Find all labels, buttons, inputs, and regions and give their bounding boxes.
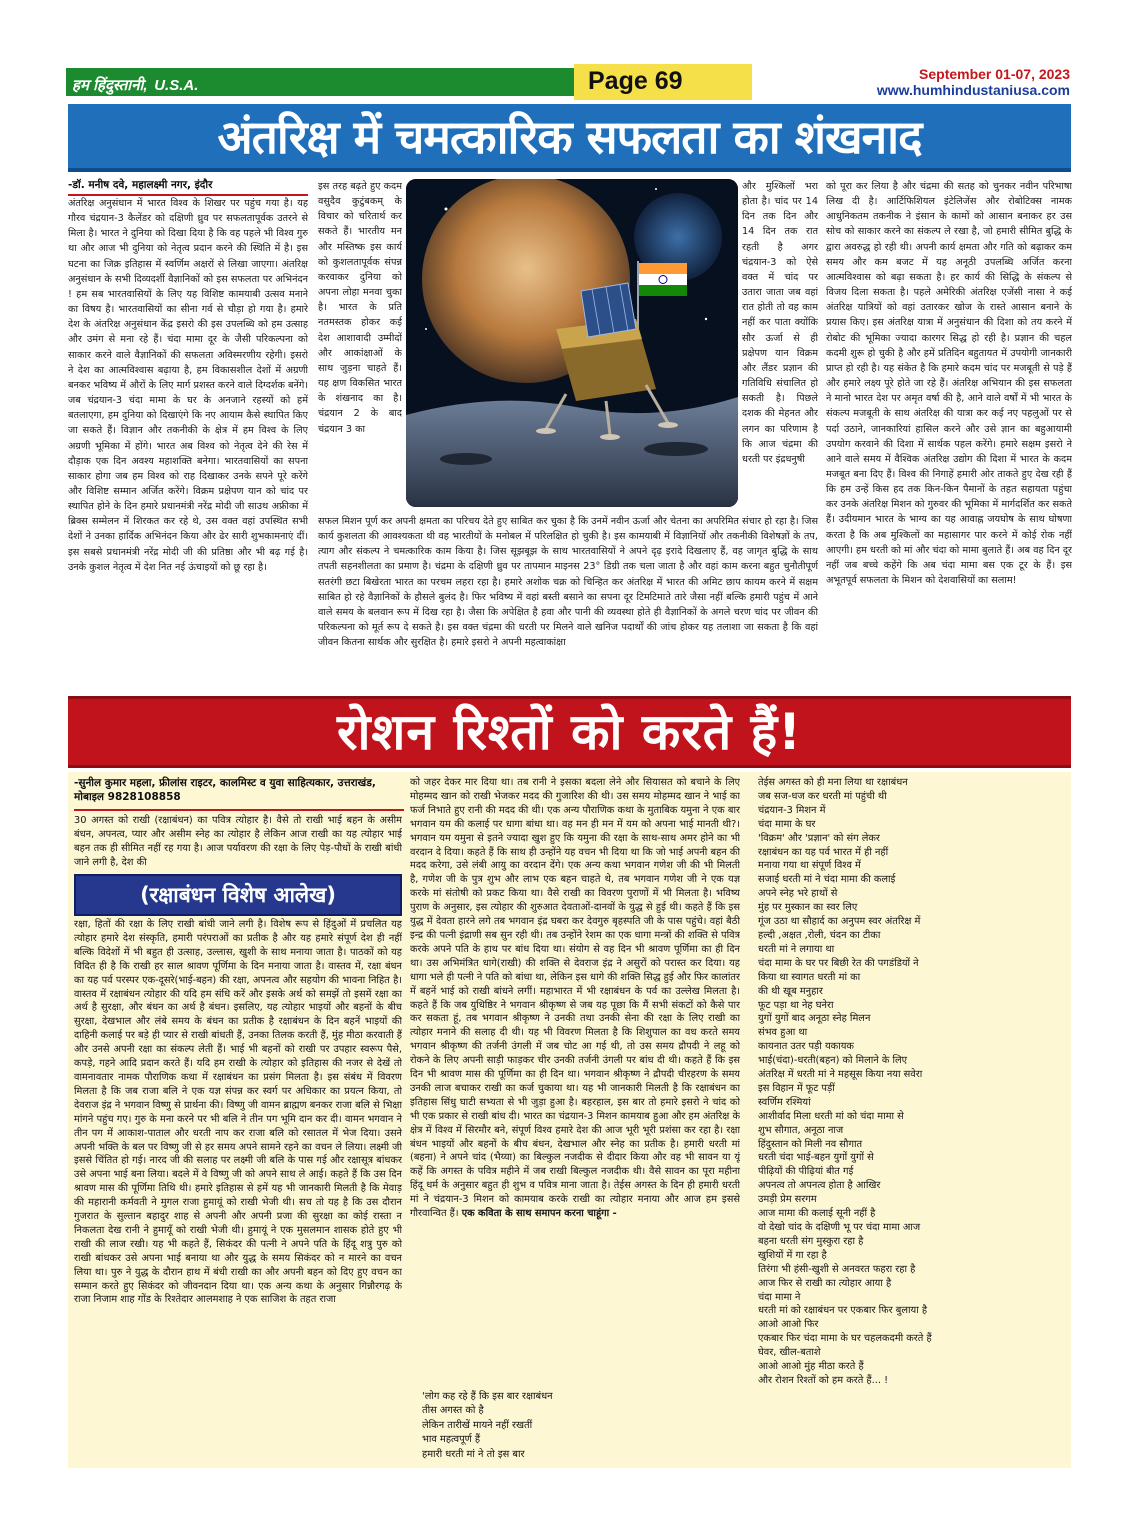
page-number-box — [574, 64, 752, 100]
poem-line: आओ आओ मुंह मीठा करते हैं — [758, 1361, 864, 1373]
poem-line: सजाई धरती मां ने चंदा मामा की कलाई — [758, 874, 896, 886]
article1-column-4: को पूरा कर लिया है और चंद्रमा की सतह को चुनकर नवीन परिभाषा लिख दी है। आर्टिफिशियल इंटेलिजेंस और रोबोटिक्स नामक आधुनिकतम तकनीक ने इंसान के कामों को आसान बनाकर हर उस सोच को साकार करने का संकल्प ले रखा है, जो हमारी सीमित बुद्धि के द्वारा अवरुद्ध हो रही थी। अपनी कार्य क्षमता और गति को बढ़ाकर कम समय और कम बजट में यह अनूठी उपलब्धि अर्जित करना आत्मविश्वास को बढ़ा सकता है। हर कार्य की सिद्धि के संकल्प से विजय दिला सकता है। पहले अमेरिकी अंतरिक्ष एजेंसी नासा ने कई अंतरिक्ष यात्रियों को वहां उतारकर खोज के रास्ते आसान बनाने के प्रयास किए। इस अंतरिक्ष यात्रा में अनुसंधान की दिशा को तय करने में रोबोट की भूमिका ज्यादा कारगर सिद्ध हो रही है। प्रज्ञान की चहल कदमी शुरू हो चुकी है और हमें प्रतिदिन बहुतायत में उपयोगी जानकारी प्राप्त हो रही है। यह संकेत है कि हमारे कदम चांद पर मजबूती से पड़े हैं और हमारे लक्ष्य पूरे होते जा रहे हैं। अंतरिक्ष अभियान की इस सफलता ने मानो भारत देश पर अमृत वर्षा की है, आने वाले वर्षों में भी भारत के संकल्प मजबूती के साथ अंतरिक्ष की यात्रा कर कई नए पहलुओं पर से पर्दा उठाने, जानकारियां हासिल करने और उसे ज्ञान का बहुआयामी उपयोग करवाने की दिशा में सार्थक पहल करेंगे। हमारे सक्षम इसरो ने आने वाले समय में वैश्विक अंतरिक्ष उद्योग की दिशा में भारत के कदम मजबूत बना दिए हैं। विश्व की निगाहें हमारी ओर ताकते हुए देख रही हैं कि हम उन्हें किस हद तक किन-किन पैमानों के तहत सहायता पहुंचा कर उनके अंतरिक्ष मिशन को गुरुवर की भूमिका में मार्गदर्शित कर सकते हैं। उदीयमान भारत के भाग्य का यह आवाह्न जयघोष के साथ घोषणा करता है कि अब मुश्किलों का महासागर पार करने में कोई रोक नहीं आएगी। हम धरती को मां और चंदा को मामा बुलाते हैं। अब वह दिन दूर नहीं जब बच्चे कहेंगे कि अब चंदा मामा बस एक टूर के हैं। इस अभूतपूर्व सफलता के मिशन को देशवासियों का सलाम! — [826, 181, 1072, 587]
poem-line: की थी खूब मनुहार — [758, 985, 823, 997]
logo-text: हम हिंदुस्तानी, — [72, 77, 148, 94]
poem-line: कायनात उतर पड़ी यकायक — [758, 1041, 854, 1053]
poem-line: जब सज-धज कर धरती मां पहुंची थी — [758, 790, 887, 802]
poem-line: धरती मां ने लगाया था — [758, 943, 835, 955]
poem-line: फूट पड़ा था नेह घनेरा — [758, 999, 834, 1011]
poem-line: रक्षाबंधन का यह पर्व भारत में ही नहीं — [758, 846, 889, 858]
poem-line: युगों युगों बाद अनूठा स्नेह मिलन — [758, 1013, 871, 1025]
poem-line: शुभ सौगात, अनूठा नाज — [758, 1124, 844, 1136]
page-number: Page 69 — [588, 67, 683, 95]
poem-line: एकबार फिर चंदा मामा के घर चहलकदमी करते हैं — [758, 1333, 932, 1345]
poem-line: खुशियों में गा रहा है — [758, 1249, 827, 1261]
article1-headline-banner — [68, 104, 1071, 172]
poem-line: संभव हुआ था — [758, 1027, 808, 1039]
poem-line: 'लोग कह रहे हैं कि इस बार रक्षाबंधन — [422, 1391, 553, 1402]
poem-line: वो देखो चांद के दक्षिणी भू पर चंदा मामा आज — [758, 1222, 921, 1233]
poem-line: बहना धरती संग मुस्कुरा रहा है — [758, 1235, 864, 1247]
poem-line: अपने स्नेह भरे हाथों से — [758, 888, 838, 900]
poem-line: भाव महत्वपूर्ण हैं — [422, 1434, 481, 1446]
poem-line: चंदा मामा ने — [758, 1291, 801, 1303]
byline-divider — [74, 809, 404, 811]
poem-line: मनाया गया था संपूर्ण विश्व में — [758, 860, 861, 872]
article1-headline: अंतरिक्ष में चमत्कारिक सफलता का शंखनाद — [217, 110, 922, 164]
article2-headline-banner — [68, 696, 1071, 768]
poem-part-2 — [758, 776, 1066, 1466]
poem-line: इस विहान में फूट पड़ीं — [758, 1082, 835, 1094]
article1-column-3: और मुश्किलों भरा होता है। चांद पर 14 दिन तक दिन और 14 दिन तक रात रहती है अगर चंद्रयान-3 को ऐसे वक्त में चांद पर उतारा जाता जब वहां रात होती तो वह काम नहीं कर पाता क्योंकि सौर ऊर्जा से ही प्रक्षेपण यान विक्रम और लैंडर प्रज्ञान की गतिविधि संचालित हो सकती है। पिछले दशक की मेहनत और लगन का परिणाम है कि आज चंद्रमा की धरती पर इंद्रधनुषी — [742, 181, 818, 465]
poem-line: आशीर्वाद मिला धरती मां को चंदा मामा से — [758, 1110, 904, 1122]
logo-suffix: U.S.A. — [154, 77, 199, 94]
poem-line: आओ आओ फिर — [758, 1319, 819, 1331]
lander-illustration — [406, 179, 738, 507]
article1-byline: -डॉ. मनीष दवे, महालक्ष्मी नगर, इंदौर — [68, 178, 308, 196]
poem-line: 'विक्रम' और 'प्रज्ञान' को संग लेकर — [758, 832, 880, 844]
article1-middle-text: सफल मिशन पूर्ण कर अपनी क्षमता का परिचय देते हुए साबित कर चुका है कि उनमें नवीन ऊर्जा और चेतना का अपरिमित संचार हो रहा है। जिस कार्य कुशलता की आवश्यकता थी वह भारतीयों के मनोबल में परिलक्षित हो चुकी है। इस कामयाबी में विज्ञानियों और तकनीकी विशेषज्ञों के तप, त्याग और संकल्प ने चमत्कारिक काम किया है। जिस सूझबूझ के साथ भारतवासियों ने अपने दृढ़ इरादे दिखलाए हैं, वह जागृत बुद्धि के साथ तपती सहनशीलता का प्रमाण है। चंद्रमा के दक्षिणी ध्रुव पर तापमान माइनस 23° डिग्री तक चला जाता है और वहां काम करना बहुत चुनौतीपूर्ण सतरंगी छटा बिखेरता भारत का परचम लहरा रहा है। हमारे अशोक चक्र को चिन्हित कर अंतरिक्ष में भारत की अमिट छाप कायम करने में सक्षम साबित हो रहे वैज्ञानिकों के हौसले बुलंद है। फिर भविष्य में वहां बस्ती बसाने का सपना दूर टिमटिमाते तारे जैसा नहीं बल्कि हमारी पहुंच में आने वाले समय के बलवान रूप में दिख रहा है। जैसा कि अपेक्षित है हवा और पानी की व्यवस्था होते ही वैज्ञानिकों के अगले चरण चांद पर जीवन की परिकल्पना को मूर्त रूप दे सकते है। इस वक्त चंद्रमा की धरती पर मिलने वाले खनिज पदार्थों की जांच होकर यह तलाशा जा सकता है कि वहां जीवन कितना सार्थक और सुरक्षित है। हमारे इसरो ने अपनी महत्वाकांक्षा — [318, 516, 818, 649]
article1-column-1: अंतरिक्ष अनुसंधान में भारत विश्व के शिखर पर पहुंच गया है। यह गौरव चंद्रयान-3 कैलेंडर को दक्षिणी ध्रुव पर सफलतापूर्वक उतरने से मिला है। भारत ने दुनिया को दिखा दिया है कि वह पहले भी विश्व गुरु था और आज भी दुनिया को नेतृत्व प्रदान करने की स्थिति में है। इस घटना का जिक्र इतिहास में स्वर्णिम अक्षरों से लिखा जाएगा। अंतरिक्ष अनुसंधान के सभी दिव्यदर्शी वैज्ञानिकों को इस सफलता पर अभिनंदन ! हम सब भारतवासियों के लिए यह विशिष्ट कामयाबी उत्सव मनाने का विषय है। भारतवासियों का सीना गर्व से चौड़ा हो गया है। हमारे देश के अंतरिक्ष अनुसंधान केंद्र इसरो की इस उपलब्धि को हम उत्साह और उमंग से मना रहे हैं। चंदा मामा दूर के जैसी परिकल्पना को साकार करने वाले वैज्ञानिकों की सफलता अविस्मरणीय रहेगी। इसरो ने देश का आत्मविश्वास बढ़ाया है, हम विकासशील देशों में अग्रणी बनकर भविष्य में औरों के लिए मार्ग प्रशस्त करने वाले दिग्दर्शक बनेंगे। जब चंद्रयान-3 चंदा मामा के घर के अनजाने रहस्यों को हमें बतलाएगा, हम दुनिया को दिखाएंगे कि नए आयाम कैसे स्थापित किए जा सकते हैं। विज्ञान और तकनीकी के क्षेत्र में हम विश्व के लिए अग्रणी भूमिका में होंगे। भारत अब विश्व को नेतृत्व देने की रेस में दौड़ाक एक दिन अवश्य महाशक्ति बनेगा। भारतवासियों का सपना साकार होगा जब हम विश्व को राह दिखाकर उनके सपने पूरे करेंगे और विशिष्ट सम्मान अर्जित करेंगे। विक्रम प्रक्षेपण यान को चांद पर स्थापित होने के दिन हमारे प्रधानमंत्री नरेंद्र मोदी जी साउथ अफ्रीका में ब्रिक्स सम्मेलन में शिरकत कर रहे थे, उस वक्त वहां उपस्थित सभी देशों ने उनका हार्दिक अभिनंदन किया और ढेर सारी शुभकामनाएं दीं। इस सबसे प्रधानमंत्री नरेंद्र मोदी जी की प्रतिष्ठा और भी बढ़ गई है। उनके कुशल नेतृत्व में देश नित नई ऊंचाइयों को छू रहा है। — [68, 198, 308, 573]
poem-line: आज मामा की कलाई सूनी नहीं है — [758, 1208, 876, 1220]
article2-column-2 — [410, 776, 740, 1388]
poem-line: भाई(चंदा)-धरती(बहन) को मिलाने के लिए — [758, 1055, 908, 1067]
article2-intro: 30 अगस्त को राखी (रक्षाबंधन) का पवित्र त्योहार है। वैसे तो राखी भाई बहन के असीम बंधन, अपनत्व, प्यार और असीम स्नेह का त्योहार है लेकिन आज राखी का यह त्योहार भाई बहन तक ही सीमित नहीं रह गया है। आज पर्यावरण की रक्षा के लिए पेड़-पौधों के राखी बांधी जाने लगी है, देश की — [74, 815, 402, 868]
poem-line: तिरंगा भी हंसी-खुशी से अनवरत फहरा रहा है — [758, 1263, 916, 1275]
poem-line: आज फिर से राखी का त्योहार आया है — [758, 1277, 892, 1289]
special-article-label: (रक्षाबंधन विशेष आलेख) — [140, 883, 336, 907]
poem-line: हिंदुस्तान को मिली नव सौगात — [758, 1138, 863, 1150]
poem-line: हमारी धरती मां ने तो इस बार — [422, 1448, 525, 1460]
masthead-logo-strip — [66, 68, 574, 96]
poem-line: और रोशन रिश्तों को हम करते हैं... ! — [758, 1374, 889, 1386]
article2-column-1: रक्षा, हितों की रक्षा के लिए राखी बांधी जाने लगी है। विशेष रूप से हिंदुओं में प्रचलित यह त्योहार हमारे देश संस्कृति, हमारी परंपराओं का प्रतीक है और यह हमारे संपूर्ण देश ही नहीं बल्कि विदेशों में भी बहुत ही उत्साह, उल्लास, खुशी के साथ मनाया जाता है। पाठकों को यह विदित ही है कि राखी हर साल श्रावण पूर्णिमा के दिन मनाया जाता है। वास्तव में, रक्षा बंधन का यह पर्व परस्पर एक-दूसरे(भाई-बहन) की रक्षा, अपनत्व और सहयोग की भावना निहित है। वास्तव में रक्षाबंधन त्योहार की यदि हम संधि करें और इसके अर्थ को समझें तो इसमें रक्षा का अर्थ है सुरक्षा, और बंधन का अर्थ है बंधन। इसलिए, यह त्योहार भाइयों और बहनों के बीच सुरक्षा, देखभाल और लंबे समय के बंधन का प्रतीक है रक्षाबंधन के दिन बहनें भाइयों की दाहिनी कलाई पर बड़े ही प्यार से राखी बांधती हैं, उनका तिलक करती हैं, मुंह मीठा करवाती हैं और उनसे अपनी रक्षा का संकल्प लेती हैं। भाई भी बहनों को राखी पर उपहार स्वरूप पैसे, कपड़े, गहने आदि प्रदान करते हैं। यदि हम राखी के त्योहार को इतिहास की नजर से देखें तो वामनावतार नामक पौराणिक कथा में रक्षाबंधन का प्रसंग मिलता है। इस संबंध में विवरण मिलता है कि जब राजा बलि ने एक यज्ञ संपन्न कर स्वर्ग पर अधिकार का प्रयत्न किया, तो देवराज इंद्र ने भगवान विष्णु से प्रार्थना की। विष्णु जी वामन ब्राह्मण बनकर राजा बलि से भिक्षा मांगने पहुंच गए। गुरु के मना करने पर भी बलि ने तीन पग भूमि दान कर दी। वामन भगवान ने तीन पग में आकाश-पाताल और धरती नाप कर राजा बलि को रसातल में भेज दिया। उसने अपनी भक्ति के बल पर विष्णु जी से हर समय अपने सामने रहने का वचन ले लिया। लक्ष्मी जी इससे चिंतित हो गई। नारद जी की सलाह पर लक्ष्मी जी बलि के पास गई और रक्षासूत्र बांधकर उसे अपना भाई बना लिया। बदले में वे विष्णु जी को अपने साथ ले आई। कहते हैं कि उस दिन श्रावण मास की पूर्णिमा तिथि थी। हमारे इतिहास से हमें यह भी जानकारी मिलती है कि मेवाड़ की महारानी कर्मवती ने मुगल राजा हुमायूं को राखी भेजी थी। सच तो यह है कि उस दौरान गुजरात के सुल्तान बहादुर शाह से अपनी और अपनी प्रजा की सुरक्षा का कोई रास्ता न निकलता देख रानी ने हुमायूँ को राखी भेजी थी। हुमायूं ने एक मुसलमान शासक होते हुए भी राखी की लाज रखी। यह भी कहते हैं, सिकंदर की पत्नी ने अपने पति के हिंदू शत्रु पुरु को राखी बांधकर उसे अपना भाई बनाया था और युद्ध के समय सिकंदर को न मारने का वचन लिया था। पुरु ने युद्ध के दौरान हाथ में बंधी राखी का और अपनी बहन को दिए हुए वचन का सम्मान करते हुए सिकंदर को जीवनदान दिया था। एक अन्य कथा के अनुसार गिन्नौरगढ़ के राजा निजाम शाह गोंड के रिश्तेदार आलमशाह ने एक साजिश के तहत राजा — [74, 919, 402, 1306]
article1-column-2: इस तरह बढ़ते हुए कदम वसुदैव कुटुंबकम् के विचार को चरितार्थ कर सकते हैं। भारतीय मन और मस्तिष्क इस कार्य को कुशलतापूर्वक संपन्न करवाकर दुनिया को अपना लोहा मनवा चुका है। भारत के प्रति नतमस्तक होकर कई देश आशावादी उम्मीदों और आकांक्षाओं के साथ जुड़ना चाहते हैं। यह क्षण विकसित भारत के शंखनाद का है। चंद्रयान 2 के बाद चंद्रयान 3 का — [318, 181, 402, 435]
poem-line: लेकिन तारीखें मायने नहीं रखतीं — [422, 1419, 533, 1431]
chandrayaan-lander-image — [406, 179, 738, 507]
poem-part-1 — [410, 1390, 740, 1466]
issue-date: September 01-07, 2023 — [919, 66, 1070, 82]
poem-line: तेईस अगस्त को ही मना लिया था रक्षाबंधन — [758, 777, 908, 788]
poem-line: मुंह पर मुस्कान का स्वर लिए — [758, 902, 858, 914]
poem-line: चंदा मामा के घर पर बिछी रेत की पगडंडियों ने — [758, 957, 919, 969]
publication-logo — [72, 73, 198, 95]
article2-headline: रोशन रिश्तों को करते हैं! — [337, 703, 802, 761]
poem-line: धरती मां को रक्षाबंधन पर एकबार फिर बुलाया है — [758, 1305, 928, 1317]
poem-line: घेवर, खील-बताशे — [758, 1347, 821, 1359]
poem-line: उमड़ी प्रेम सरगम — [758, 1194, 817, 1206]
article2-column-2-text: को जहर देकर मार दिया था। तब रानी ने इसका बदला लेने और सियासत को बचाने के लिए मोहम्मद खान को राखी भेजकर मदद की गुजारिश की थी। उस समय मोहम्मद खान ने भाई का फर्ज निभाते हुए रानी की मदद की थी। एक अन्य पौराणिक कथा के मुताबिक यमुना ने एक बार भगवान यम की कलाई पर धागा बांधा था। वह मन ही मन में यम को अपना भाई मानती थी?। भगवान यम यमुना से इतने ज्यादा खुश हुए कि यमुना की रक्षा के साथ-साथ अमर होने का भी वरदान दे दिया। कहते हैं कि साथ ही उन्होंने यह वचन भी दिया था कि जो भाई अपनी बहन की मदद करेगा, उसे लंबी आयु का वरदान देंगे। एक अन्य कथा भगवान गणेश जी की भी मिलती है, गणेश जी के पुत्र शुभ और लाभ एक बहन चाहते थे, तब भगवान गणेश जी ने एक यज्ञ करके मां संतोषी को प्रकट किया था। वैसे राखी का विवरण पुराणों में भी मिलता है। भविष्य पुराण के अनुसार, इस त्योहार की शुरुआत देवताओं-दानवों के युद्ध से हुई थी। कहते हैं कि इस युद्ध में देवता हारने लगे तब भगवान इंद्र घबरा कर देवगुरु बृहस्पति जी के पास पहुंचे। वहां बैठी इन्द्र की पत्नी इंद्राणी सब सुन रही थी। तब उन्होंने रेशम का एक धागा मन्त्रों की शक्ति से पवित्र करके अपने पति के हाथ पर बांध दिया था। संयोग से वह दिन भी श्रावण पूर्णिमा का ही दिन था। उस अभिमंत्रित धागे(राखी) की शक्ति से देवराज इंद्र ने असुरों को परास्त कर दिया। यह धागा भले ही पत्नी ने पति को बांधा था, लेकिन इस धागे की शक्ति सिद्ध हुई और फिर कालांतर में बहनें भाई को राखी बांधने लगीं। महाभारत में भी रक्षाबंधन के पर्व का उल्लेख मिलता है। कहते हैं कि जब युधिष्ठिर ने भगवान श्रीकृष्ण से जब यह पूछा कि मैं सभी संकटों को कैसे पार कर सकता हूं, तब भगवान श्रीकृष्ण ने उनकी तथा उनकी सेना की रक्षा के लिए राखी का त्योहार मनाने की सलाह दी थी। यह भी विवरण मिलता है कि शिशुपाल का वध करते समय भगवान श्रीकृष्ण की तर्जनी उंगली में जब चोट आ गई थी, तो उस समय द्रौपदी ने लहू को रोकने के लिए अपनी साड़ी फाड़कर चीर उनकी तर्जनी उंगली पर बांध दी थी। कहते हैं कि इस दिन भी श्रावण मास की पूर्णिमा का ही दिन था। भगवान श्रीकृष्ण ने द्रौपदी चीरहरण के समय उनकी लाज बचाकर राखी का कर्ज चुकाया था। यह भी जानकारी मिलती है कि रक्षाबंधन का इतिहास सिंधु घाटी सभ्यता से भी जुड़ा हुआ है। बहरहाल, इस बार तो हमारे इसरो ने चांद को भी एक प्रकार से राखी बांध दी। भारत का चंद्रयान-3 मिशन कामयाब हुआ और हम अंतरिक्ष के क्षेत्र में विश्व में सिरमौर बने, संपूर्ण विश्व हमारे देश की आज भूरी भूरी प्रशंसा कर रहा है। रक्षा बंधन भाइयों और बहनों के बीच बंधन, देखभाल और स्नेह का प्रतीक है। हमारी धरती मां (बहना) ने अपने चांद (भैय्या) का बिल्कुल नजदीक से दीदार किया और वह भी सावन या यूं कहें कि अगस्त के पवित्र महीने में जब राखी बिल्कुल नजदीक थी। वैसे सावन का पूरा महीना हिंदू धर्म के अनुसार बहुत ही शुभ व पवित्र माना जाता है। तेईस अगस्त के दिन ही हमारी धरती मां ने चंद्रयान-3 मिशन को कामयाब करके राखी का त्योहार मनाया और आज हम इससे गौरवान्वित हैं। — [410, 777, 740, 1220]
poem-line: चंदा मामा के घर — [758, 818, 816, 830]
poem-line: किया था स्वागत धरती मां का — [758, 971, 861, 983]
poem-line: अपनत्व तो अपनत्व होता है आखिर — [758, 1180, 881, 1192]
poem-line: चंद्रयान-3 मिशन में — [758, 804, 826, 816]
poem-line: पीढ़ियों की पीढ़ियां बीत गई — [758, 1166, 854, 1178]
article2-byline: -सुनील कुमार महला, फ्रीलांस राइटर, कालमिस्ट व युवा साहित्यकार, उत्तराखंड, मोबाइल 9828108858 — [74, 777, 376, 803]
special-article-label-box — [74, 874, 402, 916]
poem-line: अंतरिक्ष में धरती मां ने महसूस किया नया सवेरा — [758, 1069, 923, 1081]
poem-line: धरती चंदा भाई-बहन युगों युगों से — [758, 1152, 874, 1164]
masthead — [66, 64, 1072, 100]
website-url[interactable]: www.humhindustaniusa.com — [876, 82, 1070, 98]
poem-line: स्वर्णिम रश्मियां — [758, 1096, 811, 1108]
poem-line: तीस अगस्त को है — [422, 1405, 484, 1417]
poem-intro: एक कविता के साथ समापन करना चाहूंगा - — [461, 1208, 617, 1220]
poem-line: गूंज उठा था सौहार्द का अनुपम स्वर अंतरिक्ष में — [758, 916, 921, 928]
poem-line: हल्दी ,अक्षत ,रोली, चंदन का टीका — [758, 929, 881, 941]
